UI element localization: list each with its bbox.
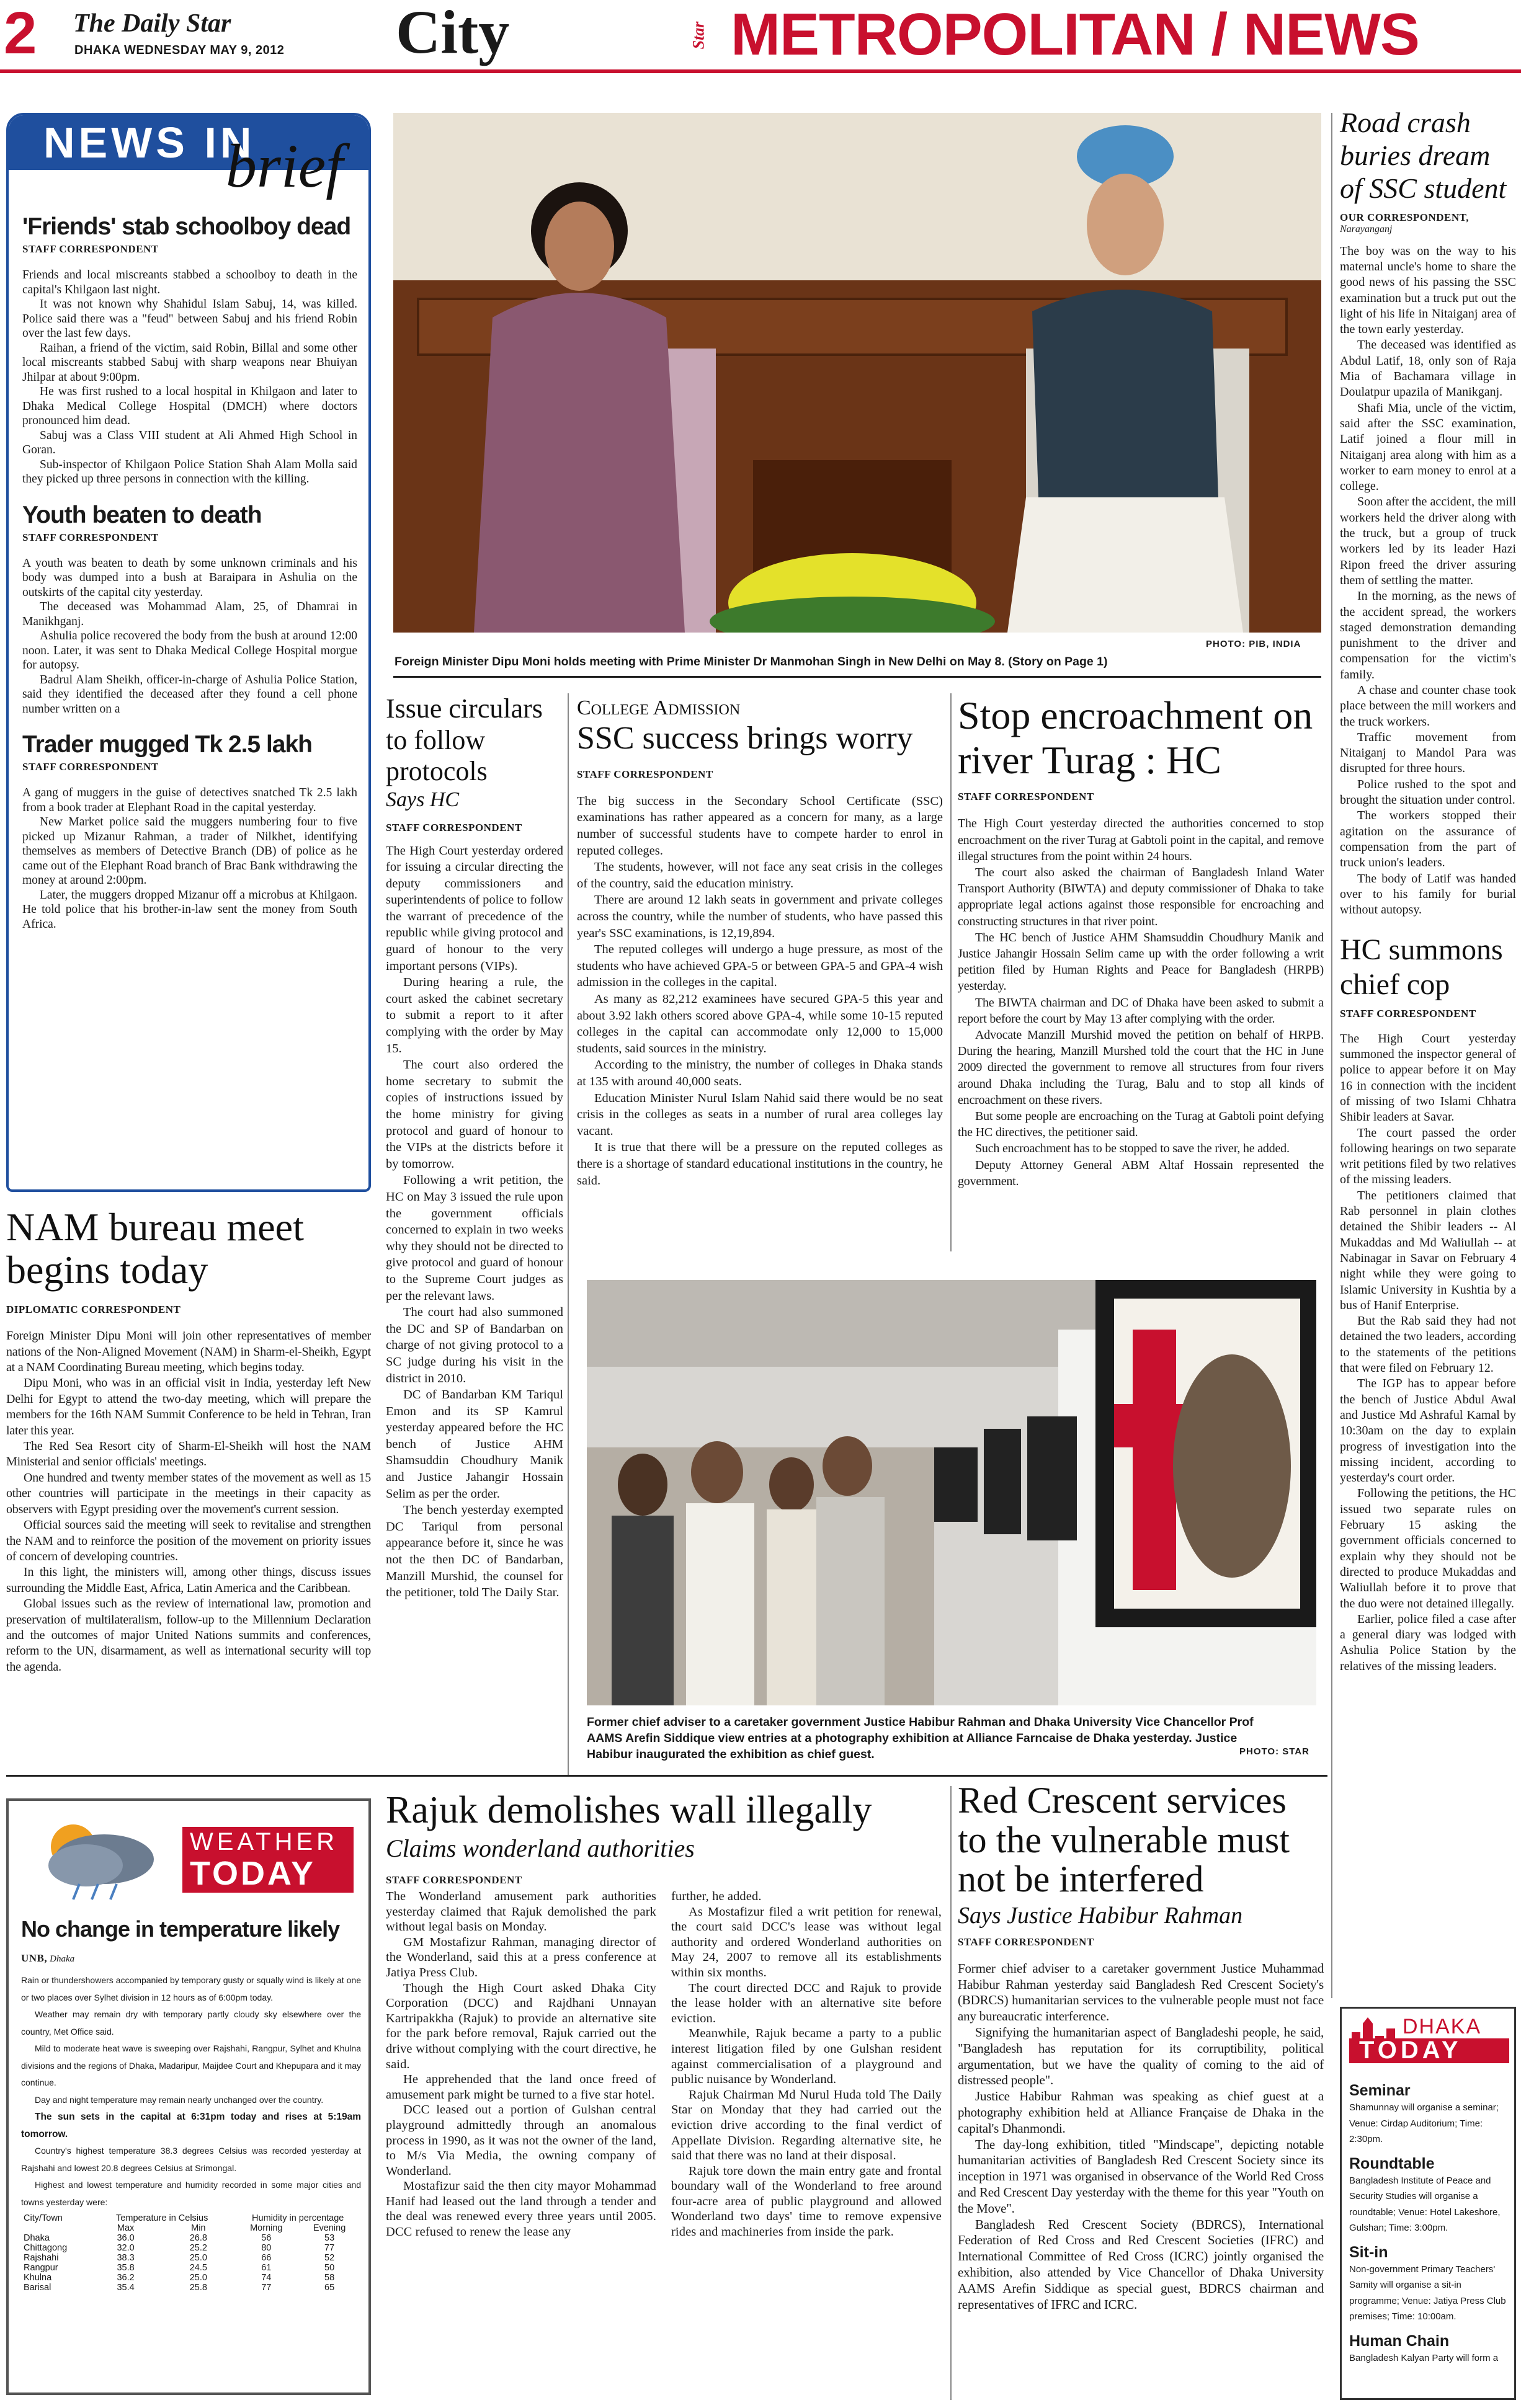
table-cell: 38.3 — [117, 2253, 135, 2263]
chiefcop-body — [1340, 1031, 1516, 1674]
photo-1-credit: PHOTO: PIB, INDIA — [1206, 639, 1301, 649]
weather-para: Country's highest temperature 38.3 degrees Celsius was recorded yesterday at Rajshahi and lowest 20.8 degrees Celsius at Srimongal. — [21, 2146, 361, 2173]
table-cell: 58 — [324, 2273, 335, 2283]
brief-3-para: New Market police said the muggers numbering four to five picked up Mizanur Rahman, a trader of Nilkhet, identifying themselves as members of Detective Branch (DB) of police as he came out of the Elephant Road branch of Brac Bank withdrawing the money at around 2:00pm. — [22, 815, 357, 887]
weather-body — [21, 1972, 361, 2211]
brief-title-script: brief — [226, 131, 343, 200]
rajuk-para: Rajuk tore down the main entry gate and frontal boundary wall of the Wonderland to free around four-acre area of public playground and allowed Wonderland two days' time to remove expensive rides and machineries from inside the park. — [671, 2164, 942, 2239]
roadcrash-para: Shafi Mia, uncle of the victim, said after the SSC examination, Latif joined a flour mill in Nitaiganj area along with him as a worker to earn money to enrol at a college. — [1340, 401, 1516, 494]
table-cell: 25.2 — [189, 2243, 207, 2253]
ssc-byline: STAFF CORRESPONDENT — [577, 768, 713, 780]
table-subheader: Evening — [313, 2223, 346, 2233]
circulars-para: The court had also summoned the DC and SP of Bandarban on charge of not giving protocol to a SC judge during his visit in the district in 2010. — [386, 1305, 563, 1385]
table-row — [21, 2283, 361, 2293]
divider — [6, 1775, 1327, 1777]
rajuk-para: He apprehended that the land once freed of amusement park might be turned to a five star hotel. — [386, 2073, 656, 2102]
chiefcop-headline: HC summons chief cop — [1340, 933, 1503, 1001]
roadcrash-para: Traffic movement from Nitaiganj to Mandol Para was disrupted for three hours. — [1340, 730, 1516, 776]
nam-para: Official sources said the meeting will seek to revitalise and strengthen the NAM and to reinforce the position of the movement on priority issues of concern of developing countries. — [6, 1518, 371, 1563]
table-cell: 35.4 — [117, 2283, 135, 2293]
nam-para: Global issues such as the review of international law, promotion and preservation of multilateralism, follow-up to the Millennium Declaration and the outcomes of major United Nations summits and conferences, reform to the UN, disarmament, as well as international security will top the agenda. — [6, 1597, 371, 1674]
weather-headline: No change in temperature likely — [21, 1916, 340, 1942]
roadcrash-para: Soon after the accident, the mill workers held the driver along with the truck, but a group of truck workers led by its leader Hazi Ripon freed the driver assuring them of settling the matter. — [1340, 495, 1516, 587]
roadcrash-story — [1340, 107, 1516, 1674]
roadcrash-byline: OUR CORRESPONDENT, — [1340, 211, 1469, 223]
table-header: Temperature in Celsius — [116, 2213, 208, 2223]
table-row — [21, 2243, 361, 2253]
brief-title: NEWS IN — [43, 118, 256, 167]
redcrescent-deck: Says Justice Habibur Rahman — [958, 1902, 1243, 1929]
chiefcop-para: But the Rab said they had not detained the two leaders, according to the statements of the petitions that were filed on February 12. — [1340, 1314, 1516, 1375]
table-cell: 77 — [261, 2283, 272, 2293]
circulars-headline: Issue circulars to follow protocols — [386, 693, 543, 787]
ssc-story — [577, 697, 943, 1189]
circulars-para: Following a writ petition, the HC on May 3 issued the rule upon the government officials concerned to explain in two weeks why they should not be directed to give protocol and guard of honour to the Supreme Court judges as per the relevant laws. — [386, 1173, 563, 1303]
ssc-para: The big success in the Secondary School Certificate (SSC) examinations has rather appeared as a concern for many, as a large number of successful students have to compete harder to enrol in reputed colleges. — [577, 794, 943, 858]
column-rule — [950, 1786, 952, 2400]
ssc-para: There are around 12 lakh seats in government and private colleges across the country, while the number of students, who have passed this year's SSC examinations, is 12,19,894. — [577, 893, 943, 940]
nam-para: One hundred and twenty member states of the movement as well as 15 other countries will participate in the meetings in their capacity as observers with Egypt presiding over the movement's current session. — [6, 1470, 371, 1516]
weather-title-bottom: TODAY — [190, 1855, 316, 1892]
photo-1-caption: Foreign Minister Dipu Moni holds meeting with Prime Minister Dr Manmohan Singh in New Delhi on May 8. (Story on Page 1) — [395, 655, 1108, 669]
star-logo-text: Star — [689, 21, 708, 50]
table-cell: 25.8 — [189, 2283, 207, 2293]
chiefcop-para: The court passed the order following hearings on two separate writ petitions filed by two relatives of the missing leaders. — [1340, 1126, 1516, 1187]
rajuk-para: The court directed DCC and Rajuk to provide the lease holder with an alternative site before eviction. — [671, 1981, 942, 2025]
rajuk-para: GM Mostafizur Rahman, managing director of the Wonderland, said this at a press conference at Jatiya Press Club. — [386, 1935, 656, 1979]
table-row — [21, 2263, 361, 2273]
roadcrash-body — [1340, 244, 1516, 918]
table-cell: 77 — [324, 2243, 335, 2253]
rajuk-para: Though the High Court asked Dhaka City Corporation (DCC) and Rajdhani Unnayan Kartripakkha (Rajuk) to provide an alternative site for the park before removal, Rajuk carried out the drive without complying with the court directive, he said. — [386, 1981, 656, 2071]
brief-1-para: Raihan, a friend of the victim, said Robin, Billal and some other local miscreants stabbed Sabuj with sharp weapons near Bhuiyan Jhilpar at about 9:00pm. — [22, 341, 357, 384]
circulars-byline: STAFF CORRESPONDENT — [386, 821, 522, 833]
table-cell: 52 — [324, 2253, 335, 2263]
redcrescent-body — [958, 1961, 1324, 2313]
table-cell: 25.0 — [189, 2253, 207, 2263]
table-cell: 36.2 — [117, 2273, 135, 2283]
paper-name: The Daily Star — [73, 9, 231, 38]
rajuk-headline: Rajuk demolishes wall illegally — [386, 1789, 872, 1831]
weather-para: Highest and lowest temperature and humidity recorded in some major cities and towns yesterday were: — [21, 2180, 361, 2207]
rajuk-byline: STAFF CORRESPONDENT — [386, 1874, 522, 1886]
photo-2-credit: PHOTO: STAR — [1239, 1746, 1309, 1757]
rajuk-body-col-2 — [671, 1889, 942, 2240]
chiefcop-para: Following the petitions, the HC issued two separate rules on February 15 asking the government officials concerned to explain why they should not be directed to produce Mukaddas and Waliullah before it to prove that the duo were not detained illegally. — [1340, 1486, 1516, 1611]
roadcrash-para: In the morning, as the news of the accident spread, the workers staged demonstration demanding punishment to the driver and compensation for the victim's family. — [1340, 589, 1516, 682]
weather-para: Rain or thundershowers accompanied by temporary gusty or squally wind is likely at one or two places over Sylhet division in 12 hours as of 6:00pm today. — [21, 1975, 361, 2002]
circulars-story — [386, 693, 563, 1601]
masthead-rule — [0, 69, 1521, 73]
chiefcop-para: Earlier, police filed a case after a general diary was lodged with Ashulia Police Station by the relatives of the missing leaders. — [1340, 1612, 1516, 1673]
turag-para: Advocate Manzill Murshid moved the petition on behalf of HRPB. During the hearing, Manzill Murshed told the court that the HC in June 2009 directed the government to remove all structures from four rivers around Dhaka including the Turag, Balu and to stop all kinds of encroachment on these rivers. — [958, 1028, 1324, 1107]
table-cell: Barisal — [24, 2283, 51, 2293]
turag-para: Such encroachment has to be stopped to save the river, he added. — [975, 1142, 1290, 1156]
redcrescent-para: The day-long exhibition, titled "Mindscape", depicting notable humanitarian activities of Bangladesh Red Crescent Society since its inception in 1971 was organised in observance of the World Red Cross and Red Crescent Day yesterday with the theme for this year "Youth on the Move". — [958, 2136, 1324, 2216]
table-cell: Dhaka — [24, 2233, 50, 2243]
ssc-headline: SSC success brings worry — [577, 720, 913, 756]
roadcrash-para: Police rushed to the spot and brought the situation under control. — [1340, 777, 1516, 807]
photo-exhibition — [587, 1280, 1316, 1705]
weather-byline: UNB, — [21, 1952, 48, 1964]
brief-1-para: Friends and local miscreants stabbed a schoolboy to death in the capital's Khilgaon last night. — [22, 269, 357, 296]
brief-1-para: He was first rushed to a local hospital in Khilgaon and later to Dhaka Medical College Hospital (DMCH) where doctors pronounced him dead. — [22, 385, 357, 427]
page-number: 2 — [4, 0, 37, 66]
table-cell: 80 — [261, 2243, 272, 2253]
table-cell: 35.8 — [117, 2263, 135, 2273]
redcrescent-para: Former chief adviser to a caretaker government Justice Muhammad Habibur Rahman yesterday said Bangladesh Red Crescent Society's (BDRCS) humanitarian services to the vulnerable people must not face any bureaucratic interference. — [958, 1960, 1324, 2024]
table-cell: 56 — [261, 2233, 272, 2243]
ssc-para: As many as 82,212 examinees have secured GPA-5 this year and about 3.92 lakh others scored above GPA-4, while some 10-15 reputed colleges in the capital can accommodate only 12,000 to 15,000 students, said sources in the ministry. — [577, 992, 943, 1055]
rajuk-para: Meanwhile, Rajuk became a party to a public interest litigation filed by one Gulshan resident against commercialisation of a playground and public nuisance by Wonderland. — [671, 2027, 942, 2087]
circulars-para: The bench yesterday exempted DC Tariqul from personal appearance before it, since he was not the then DC of Bandarban, Manzill Murshid, the counsel for the petitioner, told The Daily Star. — [386, 1503, 563, 1600]
dhaka-today-title-top: DHAKA — [1403, 2015, 1482, 2038]
table-cell: 26.8 — [189, 2233, 207, 2243]
brief-2-para: The deceased was Mohammad Alam, 25, of Dhamrai in Manikhganj. — [22, 600, 357, 628]
table-cell: 36.0 — [117, 2233, 135, 2243]
redcrescent-story — [958, 1781, 1324, 2312]
section-city: City — [396, 0, 510, 66]
table-row — [21, 2253, 361, 2263]
chiefcop-byline: STAFF CORRESPONDENT — [1340, 1007, 1476, 1020]
redcrescent-headline: Red Crescent services to the vulnerable must not be interfered — [958, 1780, 1290, 1900]
weather-para: Weather may remain dry with temporary partly cloudy sky elsewhere over the country, Met Office said. — [21, 2009, 361, 2037]
weather-place: Dhaka — [50, 1954, 75, 1964]
column-rule — [1331, 113, 1332, 1998]
table-cell: 74 — [261, 2273, 272, 2283]
event-type: Seminar — [1349, 2082, 1411, 2099]
rajuk-para: Rajuk Chairman Md Nurul Huda told The Daily Star on Monday that they had carried out the eviction drive according to the final verdict of Appellate Division. Regarding alternative site, he said that there was no land at their disposal. — [671, 2087, 942, 2163]
redcrescent-para: Justice Habibur Rahman was speaking as chief guest at a photography exhibition held at Alliance Française de Dhaka in the capital's Dhanmondi. — [958, 2089, 1324, 2136]
nam-body — [6, 1328, 371, 1675]
rajuk-para: The Wonderland amusement park authorities yesterday claimed that Rajuk demolished the park without legal basis on Monday. — [386, 1890, 656, 1934]
brief-2-para: Badrul Alam Sheikh, officer-in-charge of Ashulia Police Station, said they identified the deceased after they found a cell phone number written on a — [22, 673, 357, 716]
brief-1-para: Sabuj was a Class VIII student at Ali Ahmed High School in Goran. — [22, 429, 357, 456]
event-text: Non-government Primary Teachers' Samity will organise a sit-in programme; Venue: Jatiya Press Club premises; Time: 10:00am. — [1349, 2264, 1506, 2322]
table-cell: Chittagong — [24, 2243, 68, 2253]
circulars-para: The court also ordered the home secretary to submit the copies of instructions issued by the home ministry for giving protocol and guard of honour to the VIPs at the districts before it by tomorrow. — [386, 1058, 563, 1171]
event-type: Human Chain — [1349, 2332, 1450, 2350]
rajuk-body-col-1 — [386, 1889, 656, 2240]
dateline: DHAKA WEDNESDAY MAY 9, 2012 — [74, 43, 285, 57]
brief-3-headline: Trader mugged Tk 2.5 lakh — [22, 731, 312, 758]
section-title: METROPOLITAN / NEWS — [731, 1, 1419, 68]
brief-1-para: Sub-inspector of Khilgaon Police Station Shah Alam Molla said they picked up three persons in connection with the killing. — [22, 458, 357, 486]
roadcrash-para: A chase and counter chase took place between the mill workers and the truck workers. — [1340, 683, 1516, 729]
rajuk-deck: Claims wonderland authorities — [386, 1834, 695, 1862]
news-in-brief-box — [6, 113, 371, 1192]
roadcrash-headline: Road crash buries dream of SSC student — [1340, 107, 1507, 204]
event-type: Roundtable — [1349, 2154, 1435, 2172]
circulars-para: During hearing a rule, the court asked the cabinet secretary to submit a report to it after complying with the order by May 15. — [386, 975, 563, 1055]
table-cell: 61 — [261, 2263, 272, 2273]
nam-story — [6, 1206, 371, 1675]
turag-para: The HC bench of Justice AHM Shamsuddin Choudhury Manik and Justice Jahangir Hossain Selim came up with the order following a writ petition filed by Human Rights and Peace for Bangladesh (HRPB) yesterday. — [958, 930, 1324, 993]
table-cell: 24.5 — [189, 2263, 207, 2273]
circulars-body — [386, 843, 563, 1601]
event-text: Bangladesh Institute of Peace and Security Studies will organise a roundtable; Venue: Hotel Lakeshore, Gulshan; Time: 3:00pm. — [1349, 2175, 1501, 2233]
table-cell: Rangpur — [24, 2263, 58, 2273]
chiefcop-para: The petitioners claimed that Rab personnel in plain clothes detained the Shibir leaders -- Al Mukaddas and Md Waliullah -- at Nabinagar in Savar on February 4 night while they were going to Islamic University in Kushtia by a bus of Hanif Enterprise. — [1340, 1188, 1516, 1312]
rajuk-para: As Mostafizur filed a writ petition for renewal, the court said DCC's lease was without legal authority and ordered Wonderland authorities on May 24, 2007 to remove all its establishments within six months. — [671, 1904, 942, 1979]
turag-body — [958, 815, 1324, 1189]
table-header-row — [21, 2213, 361, 2223]
table-cell: 65 — [324, 2283, 335, 2293]
turag-para: The court also asked the chairman of Bangladesh Inland Water Transport Authority (BIWTA) and deputy commissioner of Dhaka to take appropriate legal actions against those responsible for encroaching and constructing structures in that river point. — [958, 865, 1324, 928]
nam-byline: DIPLOMATIC CORRESPONDENT — [6, 1304, 181, 1316]
redcrescent-para: Signifying the humanitarian aspect of Bangladeshi people, he said, "Bangladesh has reputation for its corruptibility, political argumentation, but we have the quality of coming to the aid of distressed people". — [958, 2025, 1324, 2088]
brief-3-para: A gang of muggers in the guise of detectives snatched Tk 2.5 lakh from a book trader at Elephant Road in the capital yesterday. — [22, 786, 357, 814]
event-text: Shamunnay will organise a seminar; Venue: Cirdap Auditorium; Time: 2:30pm. — [1349, 2102, 1499, 2144]
ssc-para: The students, however, will not face any seat crisis in the colleges of the country, said the education ministry. — [577, 860, 943, 891]
ssc-para: It is true that there will be a pressure on the reputed colleges as there is a shortage of standard educational institutions in the country, he said. — [577, 1140, 943, 1188]
temperature-table — [21, 2213, 361, 2293]
turag-para: Deputy Attorney General ABM Altaf Hossain represented the government. — [958, 1158, 1324, 1188]
nam-headline: NAM bureau meet begins today — [6, 1205, 304, 1292]
turag-byline: STAFF CORRESPONDENT — [958, 791, 1094, 803]
brief-2-headline: Youth beaten to death — [22, 501, 262, 528]
rajuk-para: DCC leased out a portion of Gulshan central playground admittedly through an anomalous process in 1990, as it was not the owner of the land, to M/s Via Media, the owning company of Wonderland. — [386, 2103, 656, 2178]
chiefcop-para: The IGP has to appear before the bench of Justice Abdul Awal and Justice Md Ashraful Kamal by 10:30am on the day to explain progress of investigation into the missing incident, according to yesterday's court order. — [1340, 1377, 1516, 1485]
table-row — [21, 2233, 361, 2243]
nam-para: Foreign Minister Dipu Moni will join other representatives of member nations of the Non-Aligned Movement (NAM) in Sharm-el-Sheikh, Egypt at a NAM Coordinating Bureau meeting, which begins today. — [6, 1329, 371, 1375]
brief-2-body — [22, 556, 357, 717]
turag-story — [958, 693, 1324, 1189]
roadcrash-para: The workers stopped their agitation on the assurance of compensation from the part of truck union's leaders. — [1340, 809, 1516, 870]
masthead — [0, 0, 1521, 73]
table-header: Humidity in percentage — [252, 2213, 344, 2223]
table-header: City/Town — [24, 2213, 63, 2223]
table-cell: Rajshahi — [24, 2253, 59, 2263]
table-cell: 50 — [324, 2263, 335, 2273]
photo-dipu-moni-manmohan-singh — [393, 113, 1321, 633]
table-cell: Khulna — [24, 2273, 52, 2283]
divider — [393, 676, 1321, 678]
nam-para: Dipu Moni, who was in an official visit in India, yesterday left New Delhi for Egypt to attend the two-day meeting, which will prepare the members for the 16th NAM Summit Conference to be held in Tehran, Iran later this year. — [6, 1376, 371, 1437]
brief-3-body — [22, 786, 357, 931]
ssc-body — [577, 793, 943, 1189]
table-cell: 53 — [324, 2233, 335, 2243]
rajuk-para: further, he added. — [671, 1890, 762, 1903]
turag-para: The BIWTA chairman and DC of Dhaka have been asked to submit a report before the court by May 13 after complying with the order. — [958, 995, 1324, 1026]
turag-para: The High Court yesterday directed the authorities concerned to stop encroachment on the river Turag at Gabtoli point in the capital, and remove illegal structures from the point within 24 hours. — [958, 817, 1324, 863]
ssc-kicker: College Admission — [577, 696, 741, 719]
table-cell: 66 — [261, 2253, 272, 2263]
circulars-para: DC of Bandarban KM Tariqul Emon and its SP Kamrul yesterday appeared before the HC bench of Justice AHM Shamsuddin Choudhury Manik and Justice Jahangir Hossain Selim as per the order. — [386, 1388, 563, 1501]
brief-3-para: Later, the muggers dropped Mizanur off a microbus at Khilgaon. He told police that his brother-in-law sent the money from South Africa. — [22, 888, 357, 931]
redcrescent-para: Bangladesh Red Crescent Society (BDRCS), International Federation of Red Cross and Red Crescent Societies (IFRC) and International Committee of Red Cross (ICRC) jointly organised the exhibition, also attended by Vice Chancellor of Dhaka University AAMS Arefin Siddique as special guest, BDRCS chairman and representatives of IFRC and ICRC. — [958, 2216, 1324, 2312]
event-text: Bangladesh Kalyan Party will form a — [1349, 2352, 1499, 2363]
turag-headline: Stop encroachment on river Turag : HC — [958, 693, 1313, 782]
weather-title-top: WEATHER — [190, 1828, 339, 1855]
brief-2-para: Ashulia police recovered the body from the bush at around 12:00 noon. Later, it was sent to Dhaka Medical College Hospital morgue for autopsy. — [22, 629, 357, 672]
nam-para: The Red Sea Resort city of Sharm-El-Sheikh will host the NAM Ministerial and senior officials' meetings. — [6, 1439, 371, 1469]
brief-1-para: It was not known why Shahidul Islam Sabuj, 14, was killed. Police said there was a "feud" between Sabuj and his friend Robin over the last few days. — [22, 298, 357, 340]
rajuk-para: Mostafizur said the then city mayor Mohammad Hanif had leased out the land through a tender and the deal was renewed every three years until 2005. DCC refused to renew the lease any — [386, 2179, 656, 2239]
dhaka-today-box — [1340, 2007, 1516, 2400]
cloud-sun-icon — [24, 1810, 166, 1903]
brief-3-byline: STAFF CORRESPONDENT — [22, 761, 159, 773]
weather-para: Day and night temperature may remain nearly unchanged over the country. — [35, 2094, 324, 2105]
roadcrash-place: Narayanganj — [1340, 223, 1393, 234]
ssc-para: The reputed colleges will undergo a huge pressure, as most of the students who have achieved GPA-5 or between GPA-5 and GPA-4 wish admission in the colleges in the capital. — [577, 943, 943, 990]
table-subheader-row — [21, 2223, 361, 2233]
photo-1-image — [393, 113, 1321, 633]
ssc-para: Education Minister Nurul Islam Nahid said there would be no seat crisis in the colleges as seats in a number of rural area colleges lay vacant. — [577, 1091, 943, 1138]
photo-2-caption: Former chief adviser to a caretaker government Justice Habibur Rahman and Dhaka University Vice Chancellor Prof AAMS Arefin Siddique view entries at a photography exhibition at Alliance Farncaise de Dhaka yesterday. Justice Habibur inaugurated the exhibition as chief guest. — [587, 1715, 1254, 1761]
table-row — [21, 2273, 361, 2283]
table-subheader: Morning — [250, 2223, 283, 2233]
circulars-para: The High Court yesterday ordered for issuing a circular directing the deputy commissioners and superintendents of police to follow the warrant of precedence of the republic while giving protocol and guard of honour to the very important persons (VIPs). — [386, 843, 563, 973]
table-cell: 32.0 — [117, 2243, 135, 2253]
column-rule — [568, 693, 569, 1775]
dhaka-today-title-bottom: TODAY — [1359, 2037, 1462, 2064]
roadcrash-para: The boy was on the way to his maternal uncle's home to share the good news of his passing the SSC examination but a truck put out the light of his life in Nitaiganj area of the town early yesterday. — [1340, 244, 1516, 337]
weather-sun-line: The sun sets in the capital at 6:31pm today and rises at 5:19am tomorrow. — [21, 2112, 361, 2139]
chiefcop-para: The High Court yesterday summoned the inspector general of police to appear before it on May 16 in connection with the incident of missing of two Islami Chhatra Shibir leaders at Savar. — [1340, 1031, 1516, 1124]
brief-1-headline: 'Friends' stab schoolboy dead — [22, 213, 351, 240]
weather-para: Mild to moderate heat wave is sweeping over Rajshahi, Rangpur, Sylhet and Khulna divisions and the regions of Dhaka, Madaripur, Maijdee Court and Khepupara and it may continue. — [21, 2043, 361, 2087]
weather-box — [6, 1798, 371, 2395]
ssc-para: According to the ministry, the number of colleges in Dhaka stands at 135 with around 40,000 seats. — [577, 1058, 943, 1088]
turag-para: But some people are encroaching on the Turag at Gabtoli point defying the HC directives, the petitioner said. — [958, 1109, 1324, 1140]
event-type: Sit-in — [1349, 2243, 1388, 2261]
brief-1-byline: STAFF CORRESPONDENT — [22, 243, 159, 255]
column-rule — [950, 693, 952, 1251]
table-subheader: Max — [117, 2223, 135, 2233]
nam-para: In this light, the ministers will, among other things, discuss issues surrounding the Middle East, Africa, Latin America and the Caribbean. — [6, 1565, 371, 1595]
brief-2-byline: STAFF CORRESPONDENT — [22, 531, 159, 543]
photo-2-image — [587, 1280, 1316, 1705]
table-cell: 25.0 — [189, 2273, 207, 2283]
brief-2-para: A youth was beaten to death by some unknown criminals and his body was dumped into a bush at Baraipara in Ashulia on the outskirts of the capital city yesterday. — [22, 556, 357, 599]
roadcrash-para: The deceased was identified as Abdul Latif, 18, only son of Raja Mia of Bachamara village in Doulatpur upazila of Manikganj. — [1340, 338, 1516, 399]
rajuk-story — [386, 1789, 942, 2239]
roadcrash-para: The body of Latif was handed over to his family for burial without autopsy. — [1340, 871, 1516, 917]
brief-1-body — [22, 268, 357, 487]
redcrescent-byline: STAFF CORRESPONDENT — [958, 1935, 1094, 1948]
circulars-deck: Says HC — [386, 788, 460, 811]
star-logo — [689, 9, 722, 62]
table-subheader: Min — [191, 2223, 206, 2233]
